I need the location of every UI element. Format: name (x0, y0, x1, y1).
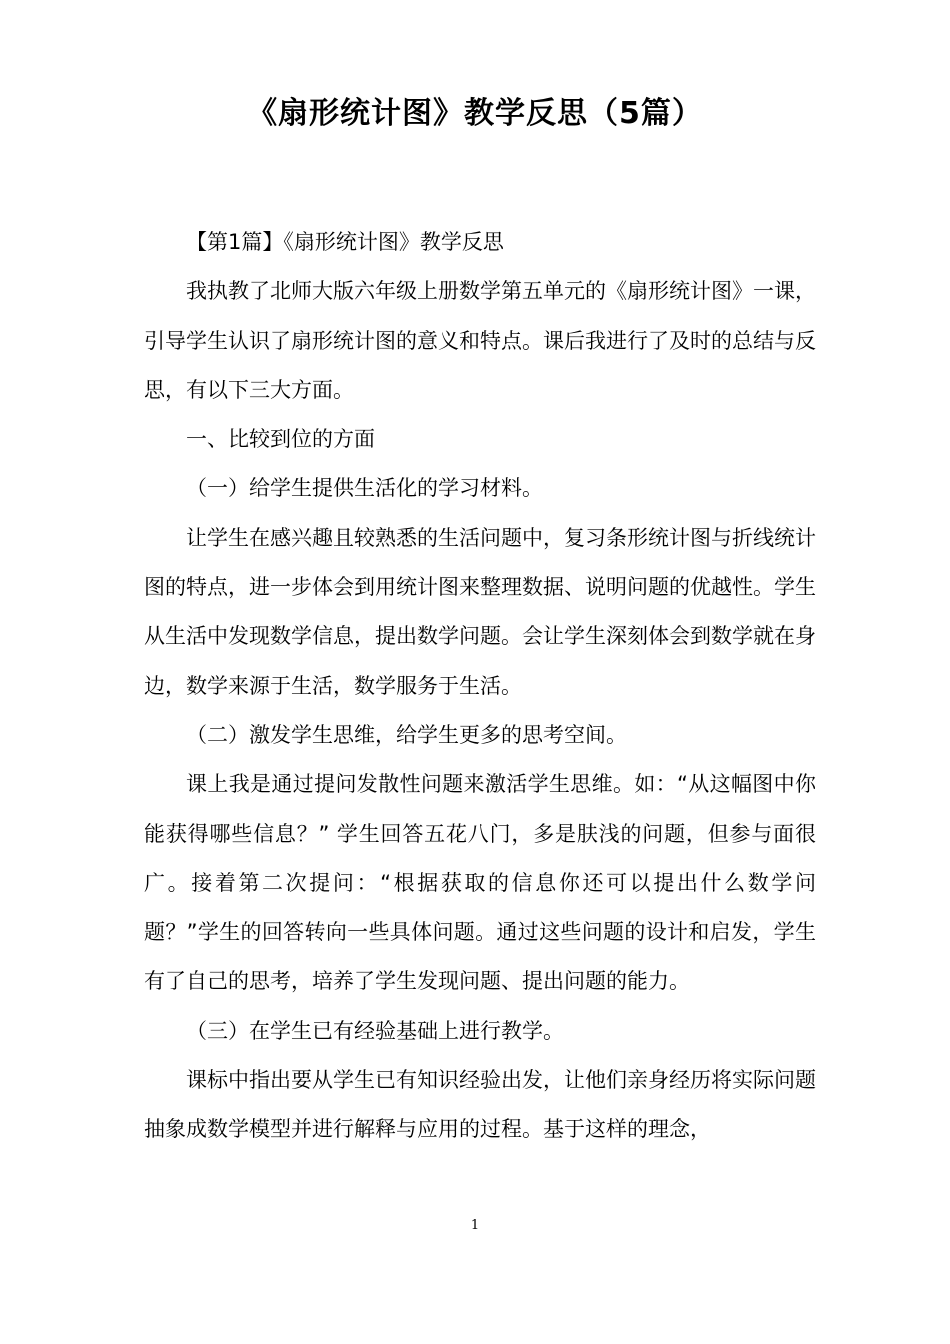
subheading: （三）在学生已有经验基础上进行教学。 (186, 1018, 564, 1043)
paragraph: 我执教了北师大版六年级上册数学第五单元的《扇形统计图》一课，引导学生认识了扇形统计图的意义和特点。课后我进行了及时的总结与反思，有以下三大方面。 (144, 279, 816, 402)
subheading: （二）激发学生思维，给学生更多的思考空间。 (186, 722, 627, 747)
paragraph: 课上我是通过提问发散性问题来激活学生思维。如：“从这幅图中你能获得哪些信息？” 学生回答五花八门，多是肤浅的问题，但参与面很广。接着第二次提问：“根据获取的信息你还可以提出什么数学问题？”学生的回答转向一些具体问题。通过这些问题的设计和启发，学生有了自己的思考，培养了学生发现问题、提出问题的能力。 (144, 772, 816, 994)
section-heading: 【第1篇】《扇形统计图》教学反思 (186, 230, 504, 254)
paragraph: 课标中指出要从学生已有知识经验出发，让他们亲身经历将实际问题抽象成数学模型并进行解释与应用的过程。基于这样的理念， (144, 1068, 816, 1142)
subheading: （一）给学生提供生活化的学习材料。 (186, 476, 543, 501)
page-number: 1 (470, 1218, 480, 1233)
document-body (144, 218, 816, 1155)
subheading: 一、比较到位的方面 (186, 427, 375, 452)
document-title: 《扇形统计图》教学反思（5篇） (247, 96, 703, 131)
paragraph: 让学生在感兴趣且较熟悉的生活问题中，复习条形统计图与折线统计图的特点，进一步体会到用统计图来整理数据、说明问题的优越性。学生从生活中发现数学信息，提出数学问题。会让学生深刻体会到数学就在身边，数学来源于生活，数学服务于生活。 (144, 525, 816, 698)
